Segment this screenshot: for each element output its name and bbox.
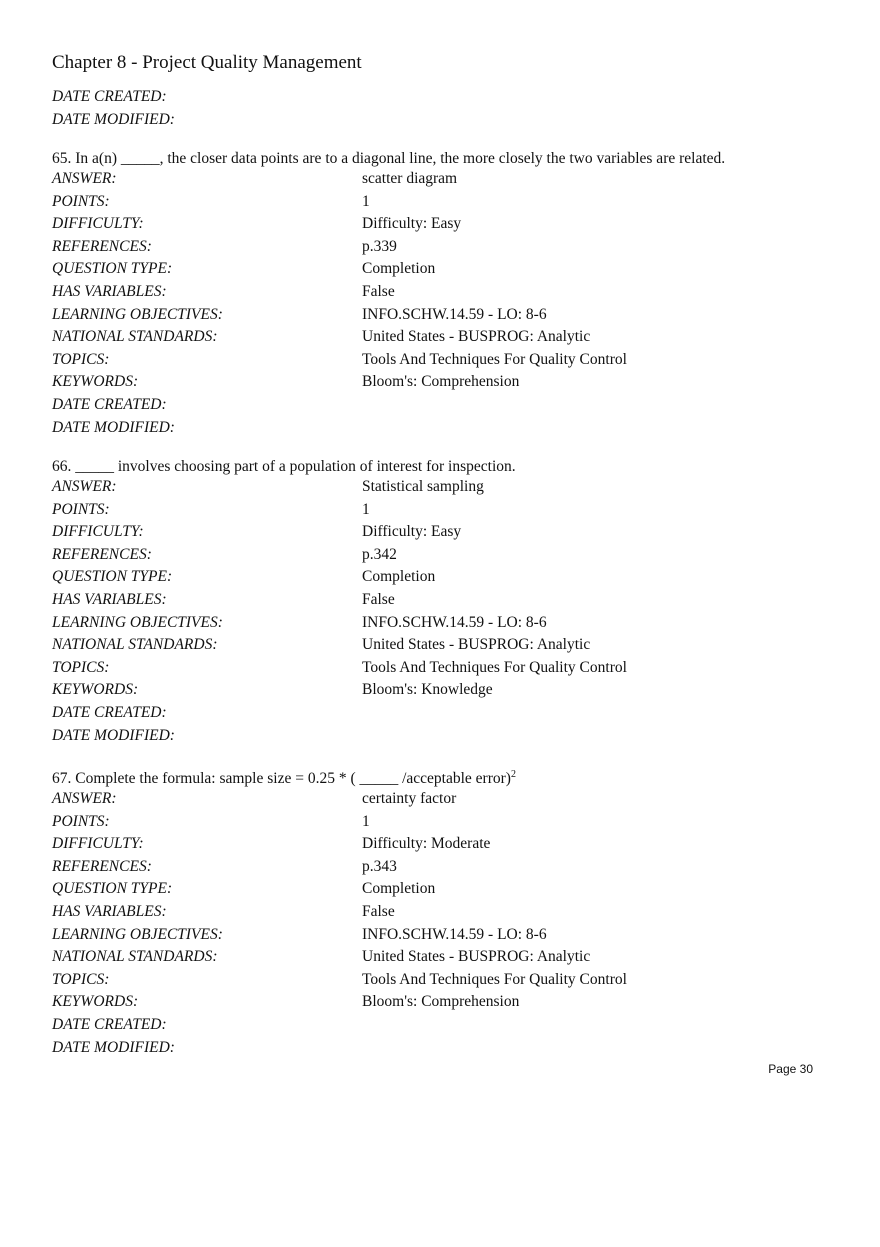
- meta-label: POINTS:: [52, 192, 110, 210]
- meta-label: TOPICS:: [52, 970, 110, 988]
- meta-value: United States - BUSPROG: Analytic: [362, 636, 591, 654]
- meta-value: Tools And Techniques For Quality Control: [362, 350, 627, 368]
- meta-row: [52, 833, 832, 856]
- question-metadata-66: [52, 476, 832, 747]
- question-prompt-67: [52, 769, 852, 789]
- meta-label: POINTS:: [52, 812, 110, 830]
- meta-label: REFERENCES:: [52, 857, 152, 875]
- meta-value: p.343: [362, 857, 397, 875]
- meta-row: [52, 878, 832, 901]
- question-metadata-67: [52, 788, 832, 1059]
- meta-value: INFO.SCHW.14.59 - LO: 8-6: [362, 613, 547, 631]
- meta-row: [52, 725, 832, 748]
- meta-label: DATE CREATED:: [52, 703, 167, 721]
- meta-label: KEYWORDS:: [52, 681, 139, 699]
- meta-value: Difficulty: Easy: [362, 215, 462, 233]
- meta-label: DATE CREATED:: [52, 88, 167, 105]
- meta-row: [52, 417, 832, 440]
- meta-label: DATE CREATED:: [52, 1015, 167, 1033]
- meta-label: ANSWER:: [52, 790, 117, 807]
- page-number: Page 30: [768, 1062, 813, 1076]
- meta-value: Difficulty: Moderate: [362, 835, 491, 853]
- meta-row: [52, 168, 832, 191]
- meta-value: scatter diagram: [362, 170, 458, 187]
- meta-row: [52, 304, 832, 327]
- meta-value: Tools And Techniques For Quality Control: [362, 970, 627, 988]
- meta-row: [52, 969, 832, 992]
- meta-row: [52, 236, 832, 259]
- meta-label: REFERENCES:: [52, 545, 152, 563]
- meta-label: DIFFICULTY:: [52, 835, 144, 853]
- meta-row: [52, 946, 832, 969]
- meta-label: DIFFICULTY:: [52, 523, 144, 541]
- meta-label: LEARNING OBJECTIVES:: [52, 925, 223, 943]
- meta-value: 1: [362, 812, 370, 830]
- meta-value: certainty factor: [362, 790, 457, 807]
- meta-row: [52, 1037, 832, 1060]
- meta-label: ANSWER:: [52, 478, 117, 495]
- meta-value: p.342: [362, 545, 397, 563]
- meta-value: 1: [362, 500, 370, 518]
- meta-label: POINTS:: [52, 500, 110, 518]
- meta-value: United States - BUSPROG: Analytic: [362, 948, 591, 966]
- question-text: 66. _____ involves choosing part of a population of interest for inspection.: [52, 458, 516, 475]
- meta-row: [52, 213, 832, 236]
- chapter-title: Chapter 8 - Project Quality Management: [52, 52, 362, 73]
- meta-label: DIFFICULTY:: [52, 215, 144, 233]
- meta-row: [52, 349, 832, 372]
- meta-row: [52, 702, 832, 725]
- meta-row: [52, 634, 832, 657]
- meta-value: INFO.SCHW.14.59 - LO: 8-6: [362, 305, 547, 323]
- meta-row: [52, 521, 832, 544]
- meta-label: QUESTION TYPE:: [52, 568, 173, 586]
- meta-row: [52, 612, 832, 635]
- meta-value: Completion: [362, 880, 436, 898]
- meta-row: [52, 191, 832, 214]
- meta-row: [52, 1014, 832, 1037]
- meta-row: [52, 679, 832, 702]
- meta-value: False: [362, 282, 395, 300]
- meta-row: [52, 544, 832, 567]
- meta-label: KEYWORDS:: [52, 373, 139, 391]
- meta-label: DATE CREATED:: [52, 395, 167, 413]
- meta-value: Tools And Techniques For Quality Control: [362, 658, 627, 676]
- meta-label: KEYWORDS:: [52, 993, 139, 1011]
- meta-value: United States - BUSPROG: Analytic: [362, 328, 591, 346]
- meta-value: Bloom's: Comprehension: [362, 373, 520, 391]
- meta-row: [52, 326, 832, 349]
- previous-question-metadata: [52, 86, 832, 131]
- meta-label: DATE MODIFIED:: [52, 110, 175, 128]
- meta-value: False: [362, 902, 395, 920]
- meta-value: INFO.SCHW.14.59 - LO: 8-6: [362, 925, 547, 943]
- meta-label: QUESTION TYPE:: [52, 880, 173, 898]
- meta-row: [52, 901, 832, 924]
- meta-value: Completion: [362, 568, 436, 586]
- question-text: 67. Complete the formula: sample size = 0.25 * ( _____ /acceptable error): [52, 770, 511, 787]
- meta-value: p.339: [362, 237, 397, 255]
- question-prompt-66: [52, 457, 852, 477]
- meta-row: [52, 499, 832, 522]
- meta-row: [52, 86, 832, 109]
- meta-label: TOPICS:: [52, 350, 110, 368]
- meta-row: [52, 924, 832, 947]
- meta-row: [52, 788, 832, 811]
- meta-label: QUESTION TYPE:: [52, 260, 173, 278]
- meta-row: [52, 589, 832, 612]
- meta-label: ANSWER:: [52, 170, 117, 187]
- meta-row: [52, 281, 832, 304]
- meta-row: [52, 657, 832, 680]
- meta-value: Completion: [362, 260, 436, 278]
- meta-row: [52, 476, 832, 499]
- meta-row: [52, 566, 832, 589]
- meta-row: [52, 258, 832, 281]
- meta-value: Bloom's: Knowledge: [362, 681, 493, 699]
- meta-row: [52, 856, 832, 879]
- meta-label: NATIONAL STANDARDS:: [52, 328, 218, 346]
- meta-value: 1: [362, 192, 370, 210]
- meta-row: [52, 394, 832, 417]
- meta-label: DATE MODIFIED:: [52, 1038, 175, 1056]
- meta-label: LEARNING OBJECTIVES:: [52, 613, 223, 631]
- meta-value: Difficulty: Easy: [362, 523, 462, 541]
- meta-value: False: [362, 590, 395, 608]
- meta-label: REFERENCES:: [52, 237, 152, 255]
- meta-row: [52, 991, 832, 1014]
- meta-label: TOPICS:: [52, 658, 110, 676]
- meta-label: HAS VARIABLES:: [52, 282, 167, 300]
- meta-row: [52, 109, 832, 132]
- meta-label: HAS VARIABLES:: [52, 590, 167, 608]
- exponent: 2: [510, 768, 516, 780]
- meta-label: HAS VARIABLES:: [52, 902, 167, 920]
- question-text: 65. In a(n) _____, the closer data points are to a diagonal line, the more closely the two variables are related.: [52, 150, 726, 167]
- meta-row: [52, 371, 832, 394]
- meta-value: Bloom's: Comprehension: [362, 993, 520, 1011]
- question-prompt-65: [52, 149, 852, 169]
- meta-label: LEARNING OBJECTIVES:: [52, 305, 223, 323]
- meta-row: [52, 811, 832, 834]
- meta-label: DATE MODIFIED:: [52, 726, 175, 744]
- meta-label: NATIONAL STANDARDS:: [52, 636, 218, 654]
- meta-label: DATE MODIFIED:: [52, 418, 175, 436]
- meta-label: NATIONAL STANDARDS:: [52, 948, 218, 966]
- meta-value: Statistical sampling: [362, 478, 484, 495]
- question-metadata-65: [52, 168, 832, 439]
